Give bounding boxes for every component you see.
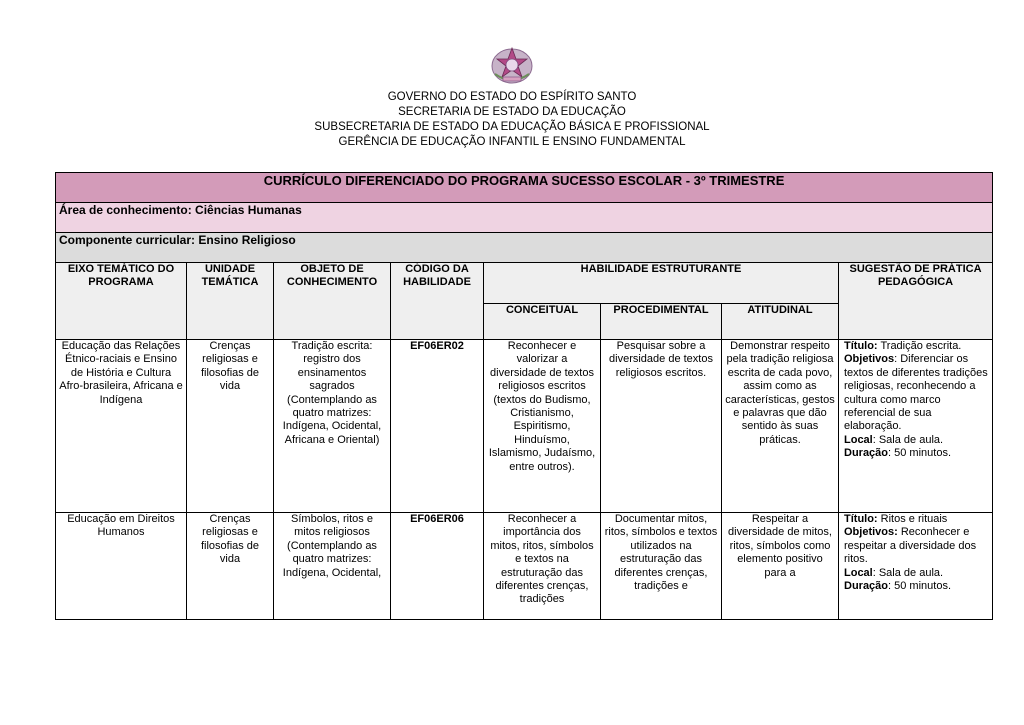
sug-duration-label: Duração	[844, 580, 889, 593]
cell-atitudinal: Demonstrar respeito pela tradição religiosa escrita de cada povo, assim como as características, gestos e palavras que dão sentido às suas práticas.	[722, 340, 839, 513]
curriculum-table	[55, 172, 993, 620]
cell-conceitual	[484, 513, 601, 620]
cell-eixo: Educação das Relações Étnico-raciais e Ensino de História e Cultura Afro-brasileira, Africana e Indígena	[56, 340, 187, 513]
col-header-sugestao: SUGESTÃO DE PRÁTICA PEDAGÓGICA	[839, 263, 993, 340]
table-row	[56, 513, 993, 620]
cell-objeto	[274, 513, 391, 620]
header-line-government: GOVERNO DO ESTADO DO ESPÍRITO SANTO	[387, 91, 637, 103]
cell-conceitual-text: Reconhecer a importância dos mitos, ritos, símbolos e textos na estruturação das diferentes crenças, tradições	[490, 513, 594, 606]
cell-unidade-text: Crenças religiosas e filosofias de vida	[200, 513, 260, 566]
sug-duration: : 50 minutos.	[888, 447, 952, 460]
cell-atitudinal	[722, 513, 839, 620]
header-line-management: GERÊNCIA DE EDUCAÇÃO INFANTIL E ENSINO FUNDAMENTAL	[338, 136, 686, 148]
header-line-subsecretariat: SUBSECRETARIA DE ESTADO DA EDUCAÇÃO BÁSICA E PROFISSIONAL	[314, 121, 710, 133]
sug-title-label: Título:	[844, 340, 878, 352]
sug-title: Ritos e rituais	[880, 513, 948, 525]
sug-title: Tradição escrita.	[880, 340, 962, 352]
cell-codigo	[391, 513, 484, 620]
sug-local-label: Local	[844, 566, 873, 579]
cell-unidade	[187, 513, 274, 620]
sug-title-label: Título:	[844, 513, 878, 525]
col-header-conceitual: CONCEITUAL	[484, 304, 601, 340]
col-header-procedimental: PROCEDIMENTAL	[601, 304, 722, 340]
sug-objectives-label: Objetivos:	[844, 526, 898, 539]
sug-local-label: Local	[844, 433, 873, 446]
cell-procedimental-text: Documentar mitos, ritos, símbolos e textos utilizados na estruturação das diferentes crenças, tradições e	[604, 513, 718, 593]
cell-atitudinal-text: Respeitar a diversidade de mitos, ritos, símbolos como elemento positivo para a	[728, 513, 832, 579]
cell-procedimental	[601, 513, 722, 620]
cell-objeto-text: Símbolos, ritos e mitos religiosos (Contemplando as quatro matrizes: Indígena, Ocidental,	[282, 513, 382, 579]
cell-eixo-text: Educação em Direitos Humanos	[67, 513, 175, 539]
header-line-secretariat: SECRETARIA DE ESTADO DA EDUCAÇÃO	[398, 106, 626, 118]
col-header-atitudinal: ATITUDINAL	[722, 304, 839, 340]
cell-sugestao	[839, 340, 993, 513]
state-coat-of-arms-icon	[489, 44, 535, 86]
knowledge-area: Área de conhecimento: Ciências Humanas	[56, 203, 993, 233]
sug-objectives: Reconhecer e respeitar a diversidade dos ritos.	[844, 526, 977, 566]
sug-local: : Sala de aula.	[872, 433, 944, 446]
col-header-eixo: EIXO TEMÁTICO DO PROGRAMA	[56, 263, 187, 340]
cell-eixo	[56, 513, 187, 620]
cell-procedimental: Pesquisar sobre a diversidade de textos religiosos escritos.	[601, 340, 722, 513]
cell-objeto: Tradição escrita: registro dos ensinamentos sagrados (Contemplando as quatro matrizes: Indígena, Ocidental, Africana e Oriental)	[274, 340, 391, 513]
sug-objectives-label: Objetivos	[844, 353, 895, 366]
col-header-objeto: OBJETO DE CONHECIMENTO	[274, 263, 391, 340]
table-row	[56, 340, 993, 513]
sug-local: : Sala de aula.	[872, 566, 944, 579]
sug-duration: : 50 minutos.	[888, 580, 952, 593]
cell-conceitual: Reconhecer e valorizar a diversidade de textos religiosos escritos (textos do Budismo, Cristianismo, Espiritismo, Hinduísmo, Islamismo, Judaísmo, entre outros).	[484, 340, 601, 513]
sug-content	[844, 513, 989, 613]
table-title: CURRÍCULO DIFERENCIADO DO PROGRAMA SUCESSO ESCOLAR - 3º TRIMESTRE	[56, 173, 993, 203]
sug-objectives: : Diferenciar os textos de diferentes tradições religiosas, reconhecendo a cultura como marco referencial de sua elaboração.	[844, 353, 988, 433]
document-header	[0, 90, 1024, 150]
col-header-habilidade: HABILIDADE ESTRUTURANTE	[484, 263, 839, 304]
cell-unidade: Crenças religiosas e filosofias de vida	[187, 340, 274, 513]
col-header-unidade: UNIDADE TEMÁTICA	[187, 263, 274, 340]
cell-codigo: EF06ER02	[391, 340, 484, 513]
curricular-component: Componente curricular: Ensino Religioso	[56, 233, 993, 263]
cell-sugestao	[839, 513, 993, 620]
cell-codigo-text: EF06ER06	[410, 513, 464, 525]
col-header-codigo: CÓDIGO DA HABILIDADE	[391, 263, 484, 340]
sug-duration-label: Duração	[844, 447, 889, 460]
